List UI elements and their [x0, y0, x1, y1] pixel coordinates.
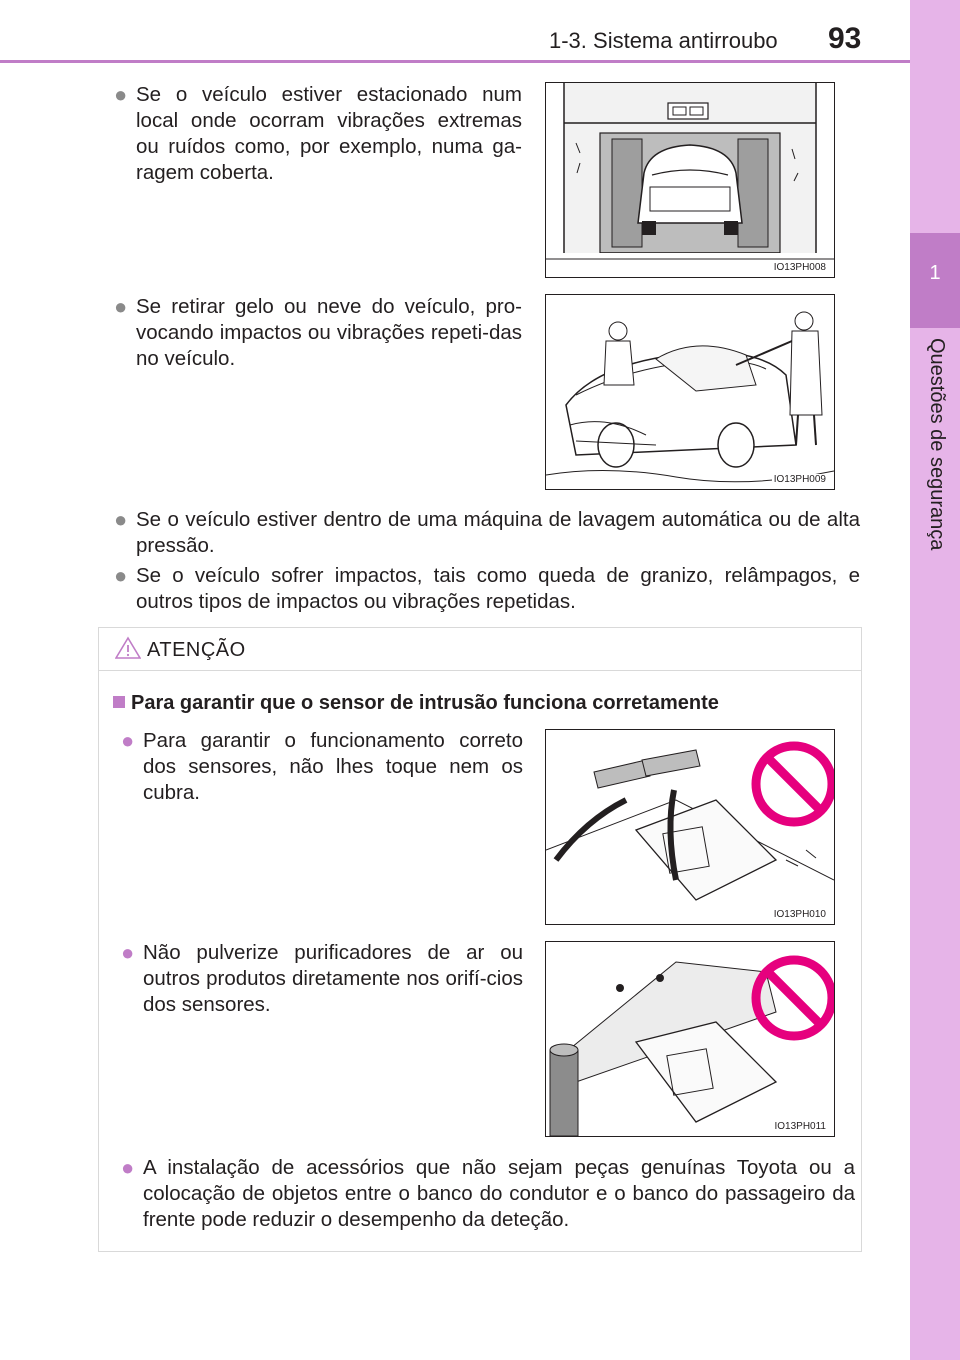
sensor-spray-illustration [546, 942, 834, 1136]
figure-code: IO13PH008 [773, 262, 826, 273]
warning-subheading-text: Para garantir que o sensor de intrusão funciona corretamente [131, 692, 719, 714]
bullet-item-impacts [114, 563, 860, 615]
bullet-text: Se o veículo estiver estacionado num local onde ocorram vibrações extremas ou ruídos como, por exemplo, numa ga-ragem coberta. [136, 83, 522, 184]
warning-subheading [113, 692, 719, 715]
warning-item-no-spray [121, 940, 523, 1018]
figure-covered-garage [545, 82, 835, 278]
bullet-text: A instalação de acessórios que não sejam peças genuínas Toyota ou a colocação de objetos entre o banco do condutor e o banco do passageiro da frente pode reduzir o desempenho da deteção. [143, 1156, 855, 1231]
page-number: 93 [828, 22, 862, 55]
warning-divider [99, 670, 861, 671]
sensor-cover-illustration [546, 730, 834, 924]
bullet-item-snow-removal [114, 294, 522, 372]
snow-removal-illustration [546, 295, 834, 489]
bullet-text: Para garantir o funcionamento correto dos sensores, não lhes toque nem os cubra. [143, 729, 523, 804]
bullet-text: Se o veículo sofrer impactos, tais como queda de granizo, relâmpagos, e outros tipos de impactos ou vibrações repetidas. [136, 564, 860, 613]
chapter-side-tab [910, 0, 960, 1360]
bullet-dot-icon: ● [114, 82, 128, 107]
figure-snow-removal [545, 294, 835, 490]
bullet-text: Não pulverize purificadores de ar ou outros produtos diretamente nos orifí-cios dos sensores. [143, 941, 523, 1016]
chapter-number: 1 [929, 262, 941, 284]
warning-item-accessories [121, 1155, 855, 1233]
bullet-dot-icon: ● [121, 728, 135, 753]
bullet-text: Se retirar gelo ou neve do veículo, pro-vocando impactos ou vibrações repeti-das no veículo. [136, 295, 522, 370]
bullet-item-car-wash [114, 507, 860, 559]
warning-triangle-icon [115, 636, 141, 660]
garage-illustration [546, 83, 834, 277]
bullet-dot-icon: ● [121, 940, 135, 965]
figure-code: IO13PH011 [774, 1121, 826, 1132]
bullet-dot-icon: ● [114, 294, 128, 319]
figure-code: IO13PH009 [773, 474, 826, 485]
bullet-dot-icon: ● [114, 507, 128, 532]
bullet-dot-icon: ● [121, 1155, 135, 1180]
bullet-text: Se o veículo estiver dentro de uma máquina de lavagem automática ou de alta pressão. [136, 508, 860, 557]
warning-title: ATENÇÃO [147, 639, 246, 661]
figure-sensor-do-not-cover [545, 729, 835, 925]
square-bullet-icon [113, 696, 125, 708]
bullet-dot-icon: ● [114, 563, 128, 588]
chapter-title: Questões de segurança [926, 338, 948, 551]
figure-code: IO13PH010 [773, 909, 826, 920]
bullet-item-covered-garage [114, 82, 522, 186]
warning-item-do-not-cover [121, 728, 523, 806]
figure-sensor-no-spray [545, 941, 835, 1137]
header-divider [0, 60, 910, 63]
section-title: 1-3. Sistema antirroubo [549, 28, 778, 53]
